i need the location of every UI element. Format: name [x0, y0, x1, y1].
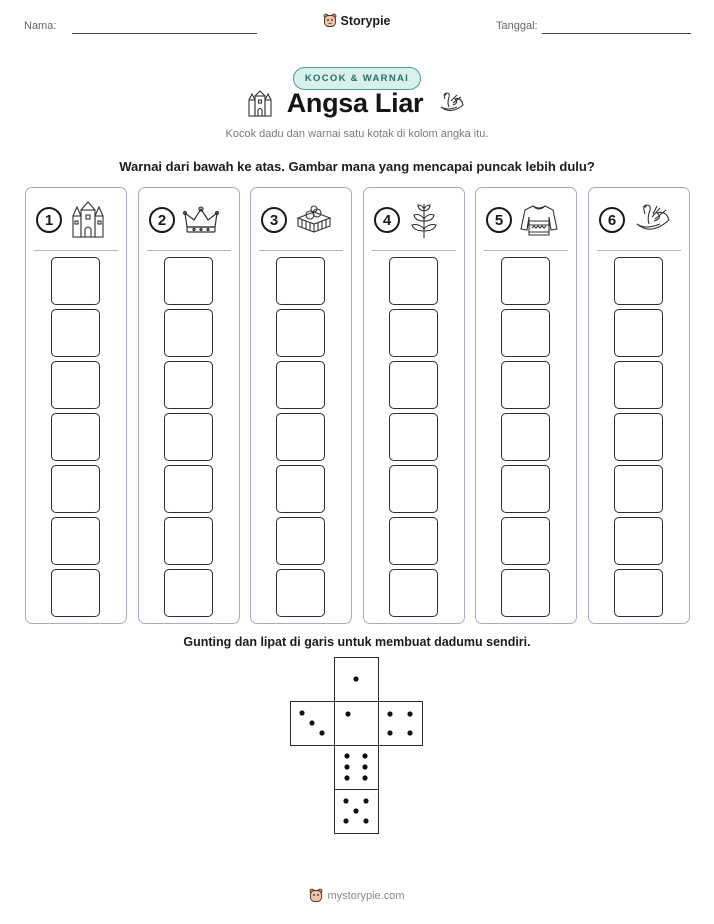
- column-1: [25, 187, 127, 624]
- die-face-1: [334, 657, 379, 702]
- die-face-5: [334, 789, 379, 834]
- color-box[interactable]: [614, 361, 663, 409]
- footer-url[interactable]: mystorypie.com: [327, 889, 405, 902]
- color-box[interactable]: [276, 361, 325, 409]
- color-box[interactable]: [501, 361, 550, 409]
- swan-icon: [437, 91, 467, 117]
- nettle-plant-icon: [408, 201, 440, 239]
- color-box[interactable]: [389, 257, 438, 305]
- color-box[interactable]: [501, 413, 550, 461]
- color-box[interactable]: [389, 517, 438, 565]
- worksheet-title: Angsa Liar: [286, 88, 424, 118]
- column-divider: [484, 250, 568, 251]
- subtitle: Kocok dadu dan warnai satu kotak di kolom angka itu.: [225, 128, 489, 140]
- color-box[interactable]: [51, 569, 100, 617]
- column-divider: [597, 250, 681, 251]
- color-box[interactable]: [614, 569, 663, 617]
- color-box[interactable]: [51, 257, 100, 305]
- color-box[interactable]: [501, 257, 550, 305]
- color-box[interactable]: [51, 309, 100, 357]
- brand-logo: [0, 13, 714, 33]
- color-box[interactable]: [614, 517, 663, 565]
- column-divider: [34, 250, 118, 251]
- color-box[interactable]: [164, 465, 213, 513]
- basket-icon: [295, 204, 333, 236]
- color-box[interactable]: [164, 413, 213, 461]
- color-box[interactable]: [389, 361, 438, 409]
- column-number: 2: [149, 207, 175, 233]
- color-box[interactable]: [276, 257, 325, 305]
- color-box[interactable]: [614, 257, 663, 305]
- color-box[interactable]: [389, 465, 438, 513]
- color-box[interactable]: [501, 517, 550, 565]
- name-line: [72, 33, 257, 34]
- color-box[interactable]: [614, 309, 663, 357]
- color-box[interactable]: [501, 569, 550, 617]
- brand-name: Storypie: [340, 13, 391, 28]
- column-3: [250, 187, 352, 624]
- column-number: 3: [261, 207, 287, 233]
- column-5: [475, 187, 577, 624]
- column-number: 1: [36, 207, 62, 233]
- color-box[interactable]: [389, 413, 438, 461]
- die-face-4: [378, 701, 423, 746]
- activity-badge: KOCOK & WARNAI: [293, 67, 421, 90]
- cut-instruction: Gunting dan lipat di garis untuk membuat dadumu sendiri.: [183, 635, 531, 649]
- sweater-icon: [520, 203, 558, 237]
- castle-icon: [247, 90, 273, 118]
- color-box[interactable]: [276, 517, 325, 565]
- column-number: 5: [486, 207, 512, 233]
- color-box[interactable]: [276, 413, 325, 461]
- color-box[interactable]: [389, 569, 438, 617]
- color-box[interactable]: [51, 465, 100, 513]
- column-number: 4: [374, 207, 400, 233]
- color-box[interactable]: [389, 309, 438, 357]
- column-6: [588, 187, 690, 624]
- date-label: Tanggal:: [496, 20, 538, 32]
- color-box[interactable]: [51, 361, 100, 409]
- title-row: [0, 88, 714, 119]
- column-number: 6: [599, 207, 625, 233]
- color-box[interactable]: [164, 257, 213, 305]
- color-box[interactable]: [614, 413, 663, 461]
- color-box[interactable]: [276, 309, 325, 357]
- die-face-6: [334, 745, 379, 790]
- color-box[interactable]: [276, 569, 325, 617]
- color-box[interactable]: [51, 517, 100, 565]
- column-divider: [372, 250, 456, 251]
- color-box[interactable]: [164, 309, 213, 357]
- color-box[interactable]: [501, 309, 550, 357]
- name-label: Nama:: [24, 20, 57, 32]
- date-field[interactable]: [496, 20, 538, 32]
- die-face-1-center: [334, 701, 379, 746]
- castle-icon: [70, 201, 106, 239]
- color-box[interactable]: [51, 413, 100, 461]
- crown-icon: [183, 205, 219, 235]
- column-2: [138, 187, 240, 624]
- swan-icon: [633, 202, 673, 238]
- color-box[interactable]: [164, 517, 213, 565]
- color-box[interactable]: [164, 361, 213, 409]
- storypie-mascot-icon: [323, 13, 337, 28]
- column-divider: [259, 250, 343, 251]
- column-divider: [147, 250, 231, 251]
- color-box[interactable]: [614, 465, 663, 513]
- date-line: [542, 33, 691, 34]
- color-box[interactable]: [276, 465, 325, 513]
- column-4: [363, 187, 465, 624]
- color-box[interactable]: [501, 465, 550, 513]
- color-box[interactable]: [164, 569, 213, 617]
- instruction: Warnai dari bawah ke atas. Gambar mana yang mencapai puncak lebih dulu?: [119, 159, 595, 174]
- die-face-3: [290, 701, 335, 746]
- storypie-mascot-icon: [309, 888, 323, 903]
- footer: [0, 888, 714, 903]
